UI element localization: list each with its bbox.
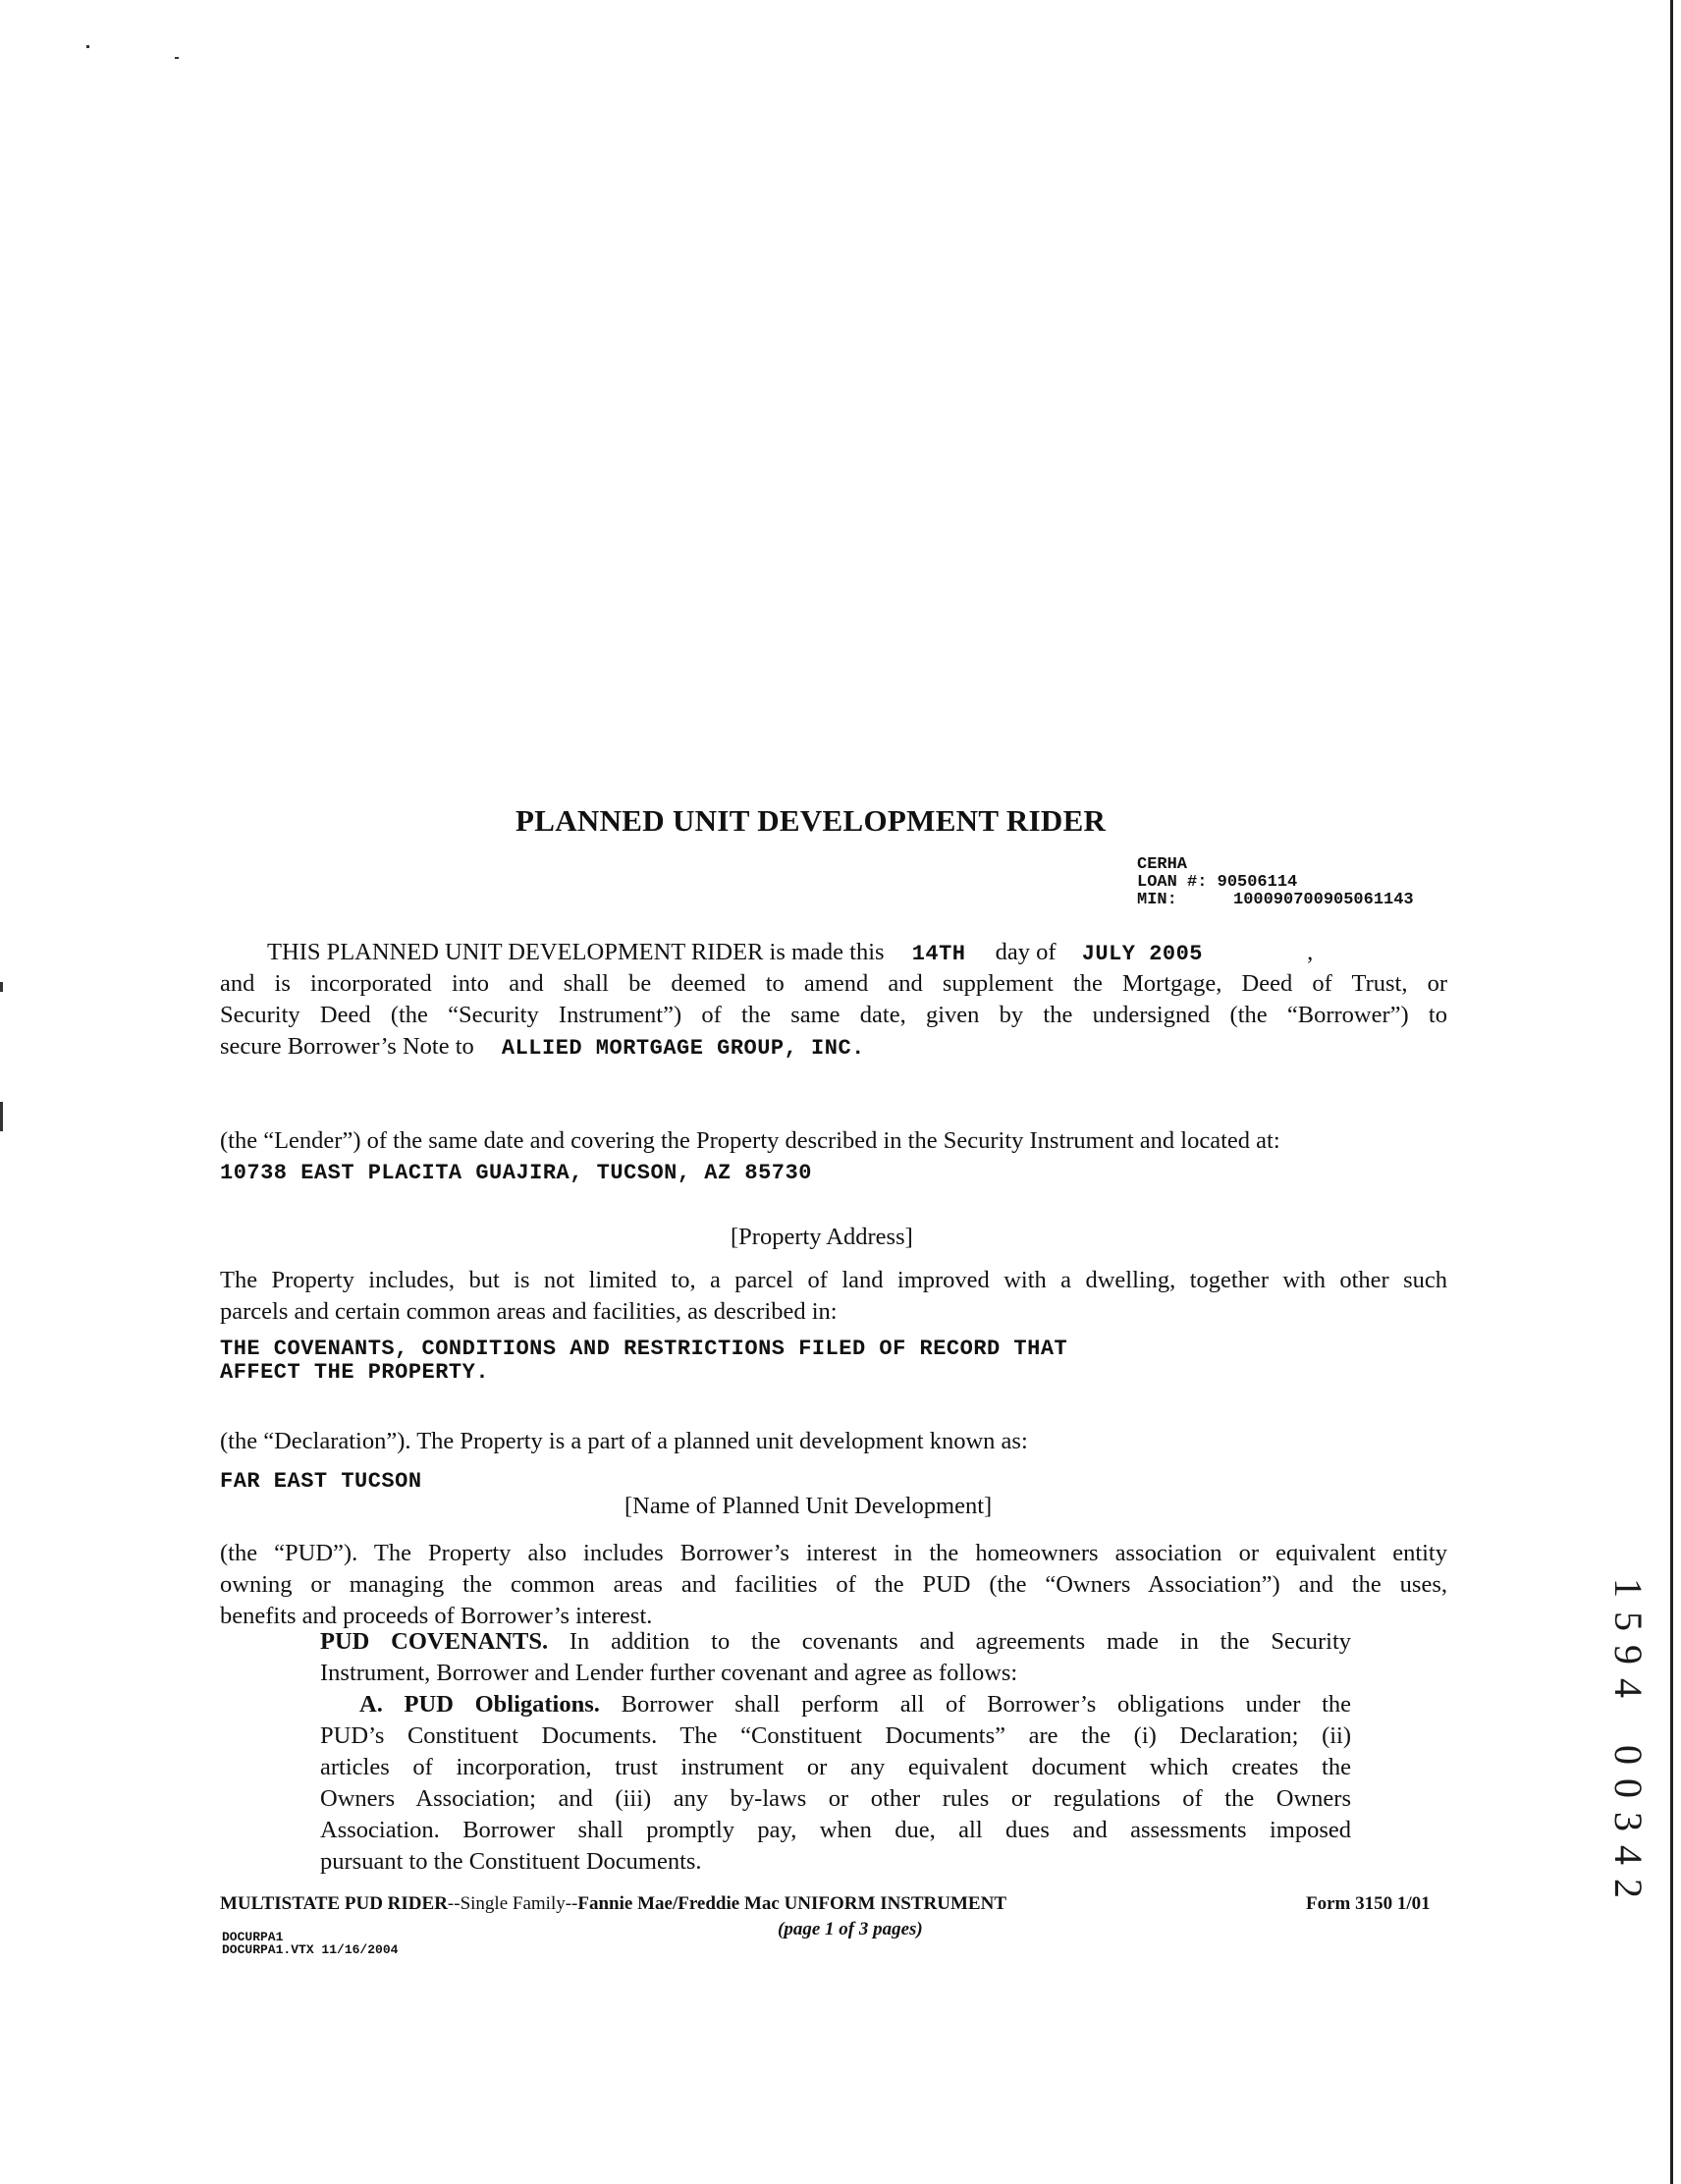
page-edge-line <box>1670 0 1673 2184</box>
property-address: 10738 EAST PLACITA GUAJIRA, TUCSON, AZ 85730 <box>220 1161 812 1185</box>
section-a-text-1: Borrower shall perform all of Borrower’s obligations under the <box>621 1691 1351 1718</box>
loan-label: LOAN #: <box>1137 873 1208 892</box>
footer-doc-codes <box>222 1931 398 1956</box>
section-a-line-3: articles of incorporation, trust instrument or any equivalent document which creates the <box>320 1754 1351 1780</box>
footer-form-number: Form 3150 1/01 <box>1306 1893 1431 1914</box>
footer-instrument <box>220 1893 1006 1915</box>
intro-line-3: Security Deed (the “Security Instrument”) of the same date, given by the undersigned (the “Borrower”) to <box>220 1002 1447 1028</box>
section-a-heading: A. PUD Obligations. <box>359 1691 600 1718</box>
pud-line-1: (the “PUD”). The Property also includes Borrower’s interest in the homeowners association or equivalent entity <box>220 1540 1447 1566</box>
min-number: 100090700905061143 <box>1233 891 1414 909</box>
declaration-line: (the “Declaration”). The Property is a part of a planned unit development known as: <box>220 1428 1028 1454</box>
lender-name: ALLIED MORTGAGE GROUP, INC. <box>501 1036 865 1061</box>
side-stamp <box>1606 1571 1651 1905</box>
covenants-line-1 <box>320 1626 1351 1658</box>
section-a-line-4: Owners Association; and (iii) any by-laws or other rules or regulations of the Owners <box>320 1785 1351 1812</box>
footer-bold-1: MULTISTATE PUD RIDER <box>220 1893 448 1914</box>
side-stamp-char: 5 <box>1606 1611 1651 1631</box>
section-a-line-5: Association. Borrower shall promptly pay, when due, all dues and assessments imposed <box>320 1817 1351 1843</box>
section-a-line-6: pursuant to the Constituent Documents. <box>320 1848 702 1875</box>
side-stamp-char: 1 <box>1606 1578 1651 1598</box>
side-stamp-char: 2 <box>1606 1879 1651 1898</box>
side-stamp-char: 0 <box>1606 1778 1651 1798</box>
scan-speck <box>86 45 89 48</box>
document-title: PLANNED UNIT DEVELOPMENT RIDER <box>515 803 1107 838</box>
side-stamp-char: 4 <box>1606 1845 1651 1865</box>
declaration-line-1: THE COVENANTS, CONDITIONS AND RESTRICTIONS FILED OF RECORD THAT <box>220 1337 1068 1361</box>
doc-code-1: DOCURPA1 <box>222 1930 284 1944</box>
side-stamp-characters <box>1606 1571 1651 1905</box>
side-stamp-char: 0 <box>1606 1745 1651 1765</box>
declaration-text <box>220 1338 1067 1385</box>
pud-line-2: owning or managing the common areas and facilities of the PUD (the “Owners Association”) and the uses, <box>220 1571 1447 1598</box>
covenants-heading: PUD COVENANTS. <box>320 1628 549 1655</box>
rider-day: 14TH <box>911 942 966 966</box>
lender-line: (the “Lender”) of the same date and covering the Property described in the Security Instrument and located at: <box>220 1127 1280 1154</box>
covenants-text-1: In addition to the covenants and agreements made in the Security <box>569 1628 1352 1655</box>
intro-line-1 <box>267 937 1313 970</box>
doc-code-2: DOCURPA1.VTX 11/16/2004 <box>222 1942 399 1957</box>
loan-number-row <box>1137 874 1414 892</box>
intro-text-note: secure Borrower’s Note to <box>220 1033 474 1060</box>
footer-normal: --Single Family-- <box>447 1893 578 1914</box>
scan-mark <box>0 982 3 992</box>
pud-name: FAR EAST TUCSON <box>220 1469 422 1494</box>
min-number-row <box>1137 892 1414 909</box>
property-includes-line-2: parcels and certain common areas and facilities, as described in: <box>220 1298 838 1325</box>
rider-month-year: JULY 2005 <box>1081 942 1204 966</box>
side-stamp-char: 3 <box>1606 1812 1651 1831</box>
loan-code: CERHA <box>1137 855 1188 874</box>
footer-bold-2: Fannie Mae/Freddie Mac UNIFORM INSTRUMENT <box>577 1893 1006 1914</box>
intro-line-4 <box>220 1031 865 1065</box>
footer-page-number: (page 1 of 3 pages) <box>778 1919 923 1939</box>
side-stamp-char: 4 <box>1606 1678 1651 1698</box>
pud-line-3: benefits and proceeds of Borrower’s interest. <box>220 1603 653 1629</box>
property-includes-line-1: The Property includes, but is not limited to, a parcel of land improved with a dwelling, together with other such <box>220 1267 1447 1293</box>
pud-name-caption: [Name of Planned Unit Development] <box>624 1493 993 1519</box>
declaration-line-2: AFFECT THE PROPERTY. <box>220 1360 490 1385</box>
side-stamp-char: 9 <box>1606 1645 1651 1665</box>
section-a-line-1 <box>359 1689 1351 1720</box>
intro-text-a: THIS PLANNED UNIT DEVELOPMENT RIDER is made this <box>267 939 885 965</box>
min-label: MIN: <box>1137 891 1177 909</box>
covenants-line-2: Instrument, Borrower and Lender further covenant and agree as follows: <box>320 1660 1018 1686</box>
property-address-caption: [Property Address] <box>731 1224 913 1250</box>
scan-speck <box>175 57 179 59</box>
loan-number: 90506114 <box>1217 873 1298 892</box>
scan-mark <box>0 1102 3 1131</box>
loan-block <box>1137 856 1414 909</box>
intro-line-2: and is incorporated into and shall be deemed to amend and supplement the Mortgage, Deed of Trust, or <box>220 970 1447 997</box>
section-a-line-2: PUD’s Constituent Documents. The “Constituent Documents” are the (i) Declaration; (ii) <box>320 1722 1351 1749</box>
intro-text-b: day of <box>995 939 1057 965</box>
intro-text-c: , <box>1307 939 1314 965</box>
